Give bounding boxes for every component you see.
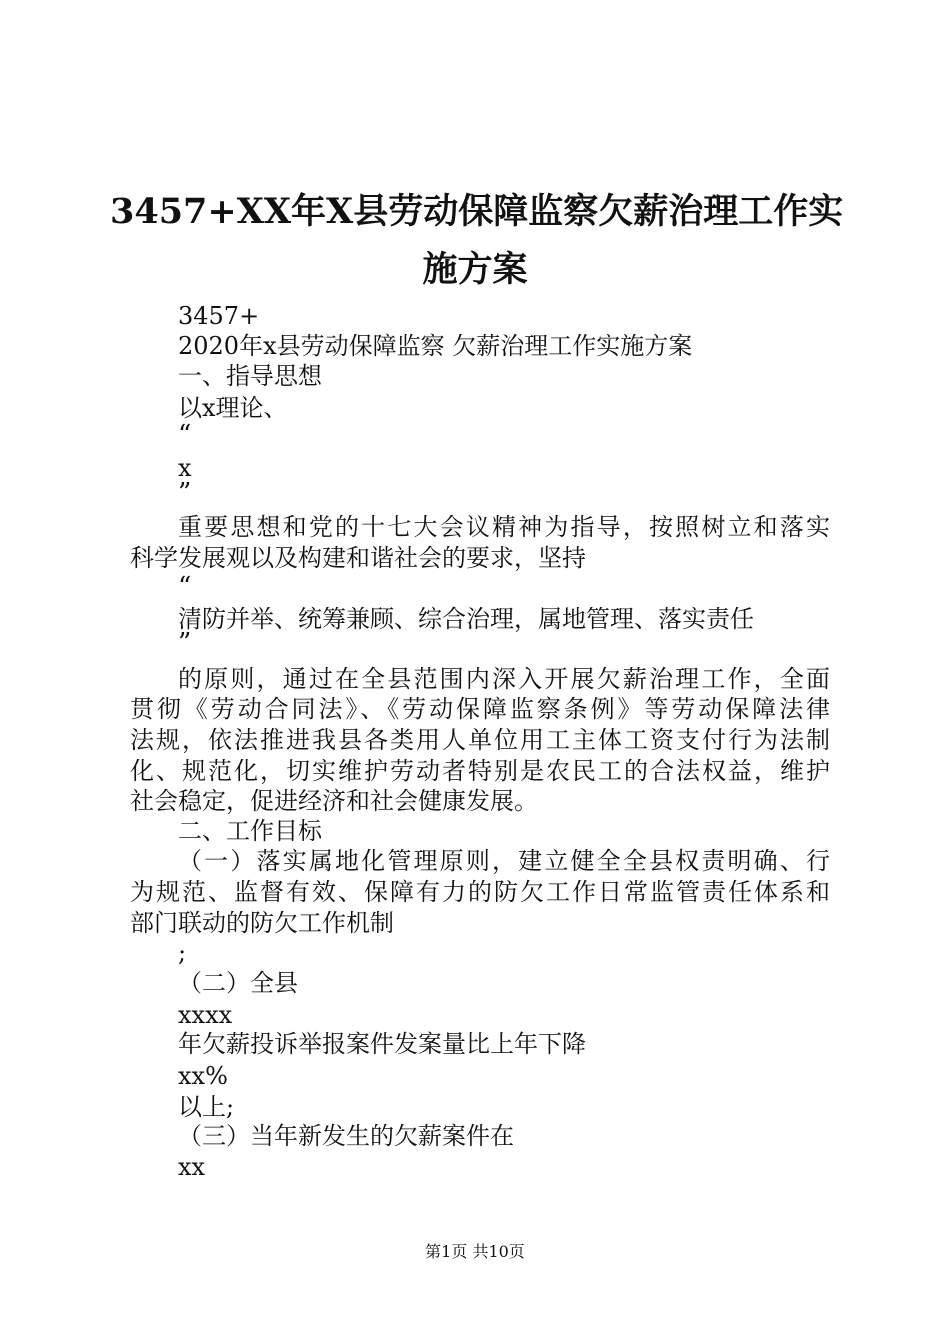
text-line: （三）当年新发生的欠薪案件在 xyxy=(178,1122,514,1150)
paragraph-line: 科学发展观以及构建和谐社会的要求，坚持 xyxy=(130,544,586,572)
text-line: （二）全县 xyxy=(178,969,298,997)
document-title-line-1: 3457+XX年X县劳动保障监察欠薪治理工作实 xyxy=(110,191,844,232)
text-line: 年欠薪投诉举报案件发案量比上年下降 xyxy=(178,1030,586,1058)
document-title-line-2: 施方案 xyxy=(422,249,528,290)
paragraph-line: （一）落实属地化管理原则，建立健全全县权责明确、行 xyxy=(178,847,830,875)
section-heading-2: 二、工作目标 xyxy=(178,817,322,845)
paragraph-line: 重要思想和党的十七大会议精神为指导，按照树立和落实 xyxy=(178,513,830,541)
paragraph-line: 贯彻《劳动合同法》、《劳动保障监察条例》等劳动保障法律 xyxy=(130,695,830,723)
paragraph-line: 化、规范化，切实维护劳动者特别是农民工的合法权益，维护 xyxy=(130,757,830,785)
text-line: ; xyxy=(178,939,187,967)
text-line: 清防并举、统筹兼顾、综合治理，属地管理、落实责任 xyxy=(178,605,754,633)
text-line: 以x理论、 xyxy=(178,394,288,422)
paragraph-line: 法规，依法推进我县各类用人单位用工主体工资支付行为法制 xyxy=(130,726,830,754)
paragraph-line: 的原则，通过在全县范围内深入开展欠薪治理工作，全面 xyxy=(178,665,830,693)
quote-mark-close: ” xyxy=(178,478,192,508)
quote-mark-close: ” xyxy=(178,628,192,658)
text-line: xx xyxy=(178,1153,206,1181)
section-heading-1: 一、指导思想 xyxy=(178,362,322,390)
quote-mark-open: “ xyxy=(178,572,192,602)
paragraph-line: 社会稳定，促进经济和社会健康发展。 xyxy=(130,787,538,815)
page-footer: 第1页 共10页 xyxy=(425,1242,525,1261)
quote-mark-open: “ xyxy=(178,420,192,450)
paragraph-line: 为规范、监督有效、保障有力的防欠工作日常监管责任体系和 xyxy=(130,878,830,906)
doc-subtitle-line: 2020年x县劳动保障监察 欠薪治理工作实施方案 xyxy=(178,332,693,360)
text-line: 以上; xyxy=(178,1093,235,1121)
doc-code-line: 3457+ xyxy=(178,302,260,330)
paragraph-line: 部门联动的防欠工作机制 xyxy=(130,909,394,937)
text-line: xx% xyxy=(178,1062,228,1090)
text-line: xxxx xyxy=(178,1001,233,1029)
text-line: x xyxy=(178,454,192,482)
